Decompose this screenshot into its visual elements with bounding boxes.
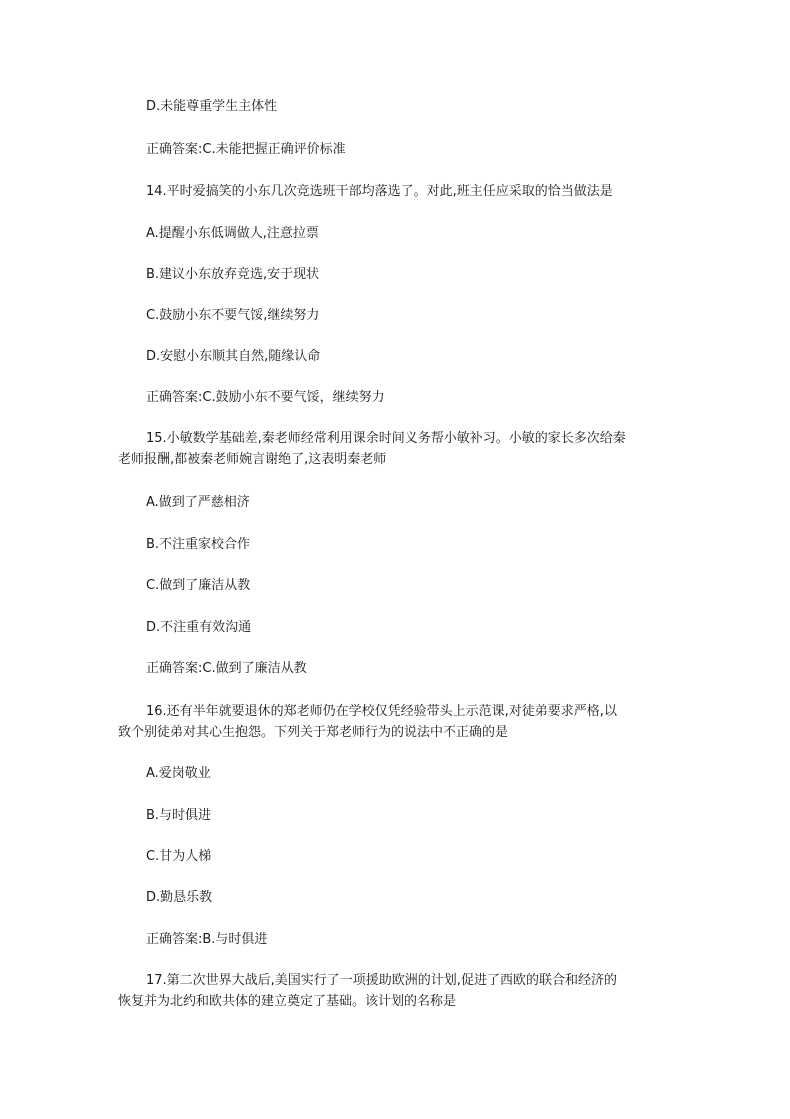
question-16 bbox=[118, 701, 663, 743]
option-c-q14: C.鼓励小东不要气馁,继续努力 bbox=[146, 308, 320, 323]
option-d-q16: D.勤恳乐教 bbox=[146, 890, 213, 905]
question-17-line-1: 17.第二次世界大战后,美国实行了一项援助欧洲的计划,促进了西欧的联合和经济的 bbox=[146, 973, 617, 988]
answer-q14: 正确答案:C.鼓励小东不要气馁，继续努力 bbox=[146, 390, 385, 405]
option-a-q14: A.提醒小东低调做人,注意拉票 bbox=[146, 226, 319, 241]
option-b-q14: B.建议小东放弃竞选,安于现状 bbox=[146, 267, 320, 282]
answer-q16: 正确答案:B.与时俱进 bbox=[146, 932, 268, 947]
question-15 bbox=[118, 428, 663, 470]
option-d-q14: D.安慰小东顺其自然,随缘认命 bbox=[146, 349, 321, 364]
question-16-line-2: 致个别徒弟对其心生抱怨。下列关于郑老师行为的说法中不正确的是 bbox=[118, 725, 509, 740]
question-14: 14.平时爱搞笑的小东几次竞选班干部均落选了。对此,班主任应采取的恰当做法是 bbox=[146, 184, 613, 199]
option-a-q16: A.爱岗敬业 bbox=[146, 766, 211, 781]
option-c-q16: C.甘为人梯 bbox=[146, 849, 212, 864]
question-15-line-1: 15.小敏数学基础差,秦老师经常利用课余时间义务帮小敏补习。小敏的家长多次给秦 bbox=[146, 431, 626, 446]
option-c-q15: C.做到了廉洁从教 bbox=[146, 578, 251, 593]
answer-q15: 正确答案:C.做到了廉洁从教 bbox=[146, 661, 307, 676]
answer-q13: 正确答案:C.未能把握正确评价标准 bbox=[146, 142, 346, 157]
option-d-q15: D.不注重有效沟通 bbox=[146, 620, 252, 635]
option-b-q16: B.与时俱进 bbox=[146, 808, 212, 823]
option-d-q13: D.未能尊重学生主体性 bbox=[146, 99, 278, 114]
question-15-line-2: 老师报酬,都被秦老师婉言谢绝了,这表明秦老师 bbox=[118, 452, 387, 467]
option-a-q15: A.做到了严慈相济 bbox=[146, 495, 250, 510]
question-16-line-1: 16.还有半年就要退休的郑老师仍在学校仅凭经验带头上示范课,对徒弟要求严格,以 bbox=[146, 704, 617, 719]
question-17-line-2: 恢复并为北约和欧共体的建立奠定了基础。该计划的名称是 bbox=[118, 994, 457, 1009]
question-17 bbox=[118, 970, 663, 1012]
option-b-q15: B.不注重家校合作 bbox=[146, 537, 251, 552]
